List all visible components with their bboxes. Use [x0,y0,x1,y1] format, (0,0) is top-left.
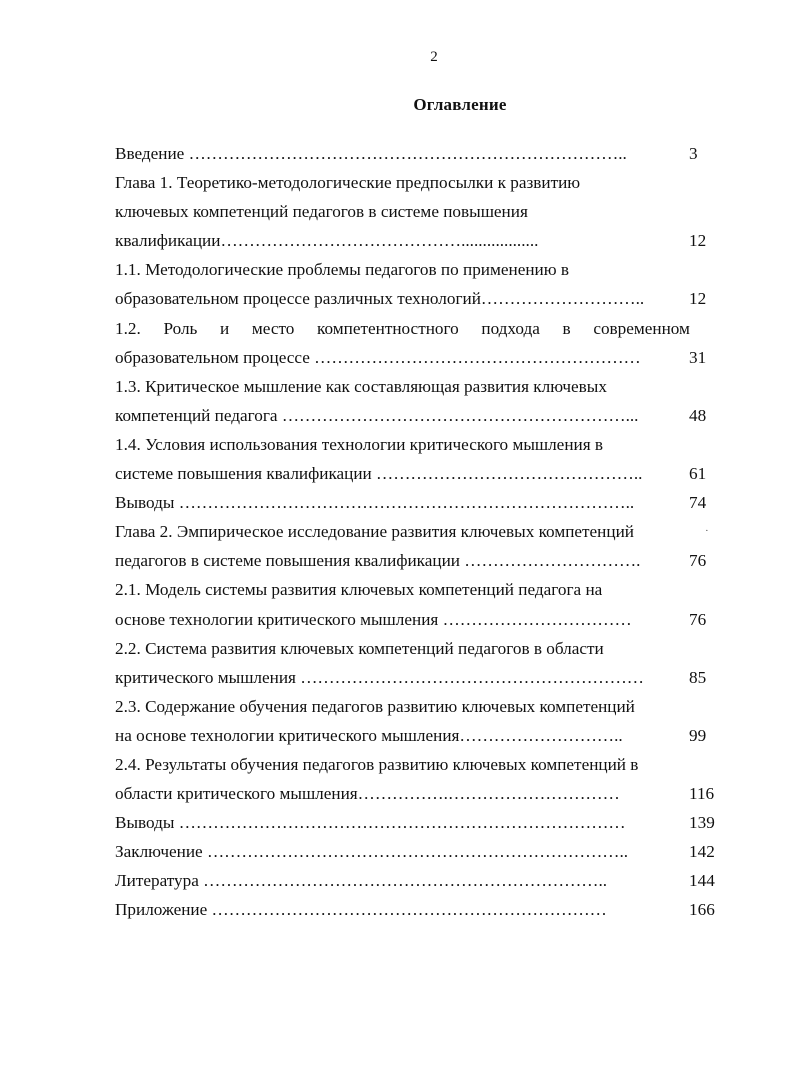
toc-entry-text: 2.2. Система развития ключевых компетенций педагогов в области [115,638,604,658]
toc-page-number: 76 [689,609,707,629]
toc-line [115,546,737,575]
toc-line [115,605,737,634]
toc-entry-text: системе повышения квалификации ……………………………………….. [115,464,643,484]
toc-page-number: 31 [689,347,707,367]
toc-page-number: 142 [689,842,715,862]
toc-page-number: 144 [689,871,715,891]
toc-page-number: 116 [689,784,715,804]
toc-page-number: 74 [689,493,707,513]
toc-line [115,634,737,663]
toc-page-number: 99 [689,725,707,745]
toc-entry-text: педагогов в системе повышения квалификации …………………………. [115,551,641,571]
toc-word: современном [593,318,690,338]
toc-entry-text: Литература …………………………………………………………….. [115,871,608,891]
toc-word: в [562,318,571,338]
toc-entry-text: квалификации…………………………………….................. [115,231,539,251]
toc-entry-text: Выводы …………………………………………………………………… [115,813,626,833]
toc-entry-text: 2.1. Модель системы развития ключевых компетенций педагога на [115,580,603,600]
toc-entry-text: 1.1. Методологические проблемы педагогов по применению в [115,260,569,280]
toc-word: компетентностного [317,318,459,338]
toc-entry-text: образовательном процессе различных технологий……………………….. [115,289,645,309]
toc-entry-text: области критического мышления…………….………………………… [115,784,620,804]
toc-page-number: 3 [689,144,698,163]
toc-entry-text: 2.3. Содержание обучения педагогов развитию ключевых компетенций [115,696,635,716]
toc-page-number: 12 [689,231,707,251]
toc-line [115,168,737,197]
toc-page-number: 12 [689,289,707,309]
toc-entry-text: Глава 2. Эмпирическое исследование развития ключевых компетенций [115,522,634,542]
toc-page-number: 48 [689,405,707,425]
toc-entry-text: на основе технологии критического мышления……………………….. [115,725,623,745]
toc-entry-text: образовательном процессе ………………………………………………… [115,347,641,367]
toc-line [115,401,737,430]
toc-line [115,837,737,866]
toc-entry-text: 2.4. Результаты обучения педагогов развитию ключевых компетенций в [115,754,639,774]
toc-page-number: 76 [689,551,707,571]
toc-entry-text: Приложение …………………………………………………………… [115,900,607,920]
toc-line [115,517,737,546]
toc-line [115,459,737,488]
toc-word: подхода [481,318,540,338]
toc-line [115,284,737,313]
toc-line [115,139,737,168]
toc-line [115,663,737,692]
stray-mark: · [705,525,709,538]
toc-line [115,226,737,255]
toc-word: 1.2. [115,318,141,338]
toc-line [115,343,737,372]
toc-line [115,895,737,924]
toc-entry-text [115,314,690,343]
toc-word: место [251,318,295,338]
toc-line [115,314,737,343]
toc-line [115,430,737,459]
toc-entry-text: критического мышления …………………………………………………… [115,667,644,687]
toc-line [115,197,737,226]
toc-line [115,721,737,750]
page-title: Оглавление [413,95,507,114]
toc-entry-text: 1.4. Условия использования технологии критического мышления в [115,434,604,454]
toc-entry-text: Введение ………………………………………………………………….. [115,144,627,163]
toc-line [115,255,737,284]
toc-page-number: 61 [689,464,707,484]
toc-page-number: 85 [689,667,707,687]
toc-page-number: 139 [689,813,715,833]
toc-entry-text: ключевых компетенций педагогов в системе повышения [115,202,528,222]
toc-entry-text: Заключение ……………………………………………………………….. [115,842,629,862]
toc-line [115,372,737,401]
toc-entry-text: основе технологии критического мышления …………………………… [115,609,632,629]
toc-entry-text: Выводы …………………………………………………………………….. [115,493,635,513]
toc-word: и [220,318,230,338]
page-number: 2 [430,49,438,65]
toc-page-number: 166 [689,900,715,920]
toc-line [115,692,737,721]
toc-line [115,808,737,837]
toc-line [115,750,737,779]
toc-line [115,866,737,895]
toc-line [115,779,737,808]
table-of-contents [115,139,737,925]
toc-entry-text: компетенций педагога ……………………………………………………... [115,405,639,425]
toc-word: Роль [163,318,198,338]
toc-entry-text: Глава 1. Теоретико-методологические предпосылки к развитию [115,173,581,193]
toc-entry-text: 1.3. Критическое мышление как составляющая развития ключевых [115,376,607,396]
toc-line [115,488,737,517]
toc-line [115,575,737,604]
